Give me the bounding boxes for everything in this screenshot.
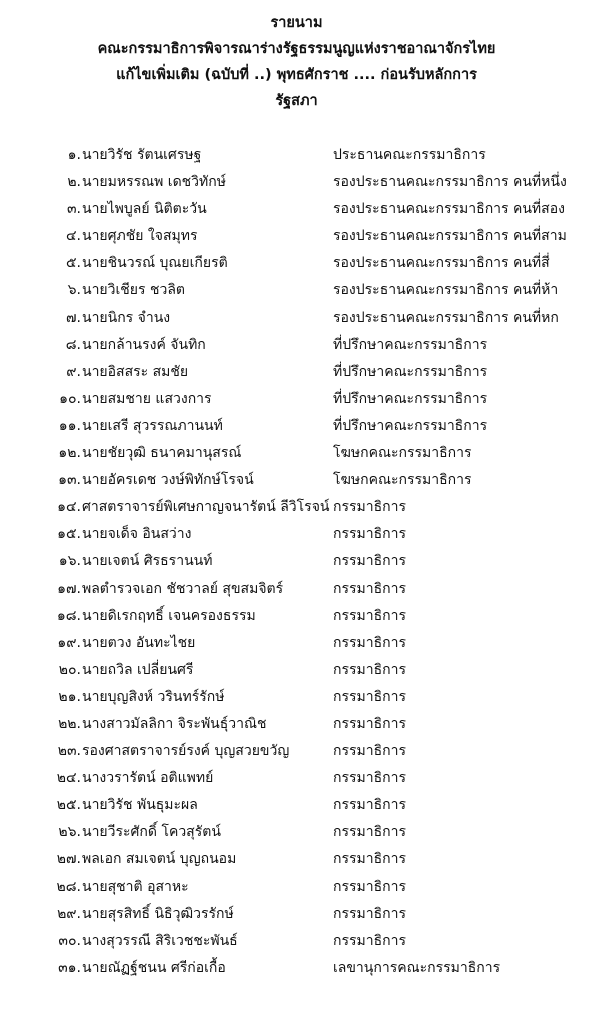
member-name: นายวิรัช พันธุมะผล <box>82 797 198 814</box>
member-number: ๓๑. <box>58 959 81 976</box>
member-name: นายสุรสิทธิ์ นิธิวุฒิวรรักษ์ <box>82 905 234 922</box>
list-item <box>0 792 593 819</box>
member-role: ที่ปรึกษาคณะกรรมาธิการ <box>333 336 488 353</box>
list-item <box>0 711 593 738</box>
list-item <box>0 467 593 494</box>
list-item <box>0 738 593 765</box>
member-number: ๓๐. <box>58 932 81 949</box>
member-number: ๑๖. <box>58 553 81 570</box>
member-number: ๑๙. <box>57 634 81 651</box>
member-name: นายศุภชัย ใจสมุทร <box>82 228 198 245</box>
member-role: กรรมาธิการ <box>333 932 407 949</box>
member-number: ๑๓. <box>58 472 81 489</box>
member-name: นายบุญสิงห์ วรินทร์รักษ์ <box>82 688 225 705</box>
member-number: ๘. <box>65 336 81 353</box>
member-number: ๑๗. <box>57 580 81 597</box>
member-name: นายอิสสระ สมชัย <box>82 363 189 380</box>
member-name: นายวีระศักดิ์ โควสุรัตน์ <box>82 824 221 841</box>
member-role: ที่ปรึกษาคณะกรรมาธิการ <box>333 390 488 407</box>
member-number: ๒๙. <box>57 905 81 922</box>
list-item <box>0 765 593 792</box>
list-item <box>0 332 593 359</box>
list-item <box>0 955 593 982</box>
list-item <box>0 846 593 873</box>
member-name: พลเอก สมเจตน์ บุญถนอม <box>82 851 237 868</box>
list-item <box>0 576 593 603</box>
member-number: ๑๑. <box>58 417 81 434</box>
member-role: รองประธานคณะกรรมาธิการ คนที่สี่ <box>333 255 550 272</box>
member-number: ๒๓. <box>57 743 81 760</box>
member-name: นายวิรัช รัตนเศรษฐ <box>82 147 202 163</box>
list-item <box>0 277 593 304</box>
member-number: ๒๑. <box>58 688 81 705</box>
document-header <box>0 10 593 114</box>
list-item <box>0 630 593 657</box>
member-name: นายไพบูลย์ นิติตะวัน <box>82 201 207 218</box>
list-item <box>0 223 593 250</box>
member-role: กรรมาธิการ <box>333 688 407 705</box>
member-role: กรรมาธิการ <box>333 661 407 678</box>
member-number: ๑. <box>67 147 81 163</box>
member-name: รองศาสตราจารย์รงค์ บุญสวยขวัญ <box>82 743 290 760</box>
member-role: รองประธานคณะกรรมาธิการ คนที่หนึ่ง <box>333 174 567 191</box>
list-item <box>0 250 593 277</box>
member-name: นายสุชาติ อุสาหะ <box>82 878 189 895</box>
member-role: กรรมาธิการ <box>333 878 407 895</box>
member-name: นางวรารัตน์ อติแพทย์ <box>82 770 214 787</box>
member-name: นายมหรรณพ เดชวิทักษ์ <box>82 174 226 191</box>
member-role: กรรมาธิการ <box>333 553 407 570</box>
member-name: พลตำรวจเอก ชัชวาลย์ สุขสมจิตร์ <box>82 580 284 597</box>
member-number: ๑๒. <box>58 445 81 462</box>
member-name: นายวิเชียร ชวลิต <box>82 282 185 299</box>
member-number: ๑๔. <box>57 499 81 516</box>
member-role: กรรมาธิการ <box>333 634 407 651</box>
member-name: นายนิกร จำนง <box>82 309 171 326</box>
list-item <box>0 359 593 386</box>
member-name: นางสาวมัลลิกา จิระพันธุ์วาณิช <box>82 715 267 732</box>
member-role: รองประธานคณะกรรมาธิการ คนที่ห้า <box>333 282 559 299</box>
list-item <box>0 440 593 467</box>
list-item <box>0 603 593 630</box>
member-role: กรรมาธิการ <box>333 851 407 868</box>
member-role: ประธานคณะกรรมาธิการ <box>333 147 486 163</box>
member-number: ๔. <box>65 228 81 245</box>
member-number: ๒. <box>67 174 81 191</box>
list-item <box>0 521 593 548</box>
list-item <box>0 901 593 928</box>
list-item <box>0 196 593 223</box>
member-number: ๗. <box>66 309 81 326</box>
member-role: รองประธานคณะกรรมาธิการ คนที่สาม <box>333 228 567 245</box>
member-name: นายอัครเดช วงษ์พิทักษ์โรจน์ <box>82 472 254 489</box>
member-name: นายดิเรกฤทธิ์ เจนครองธรรม <box>82 607 256 624</box>
member-role: กรรมาธิการ <box>333 797 407 814</box>
member-name: นายเสรี สุวรรณภานนท์ <box>82 417 223 434</box>
member-number: ๒๕. <box>56 797 81 814</box>
list-item <box>0 494 593 521</box>
member-role: ที่ปรึกษาคณะกรรมาธิการ <box>333 417 488 434</box>
amendment-description: แก้ไขเพิ่มเติม (ฉบับที่ ..) พุทธศักราช .... ก่อนรับหลักการ <box>116 67 477 83</box>
member-number: ๓. <box>66 201 81 218</box>
member-number: ๒๖. <box>58 824 81 841</box>
list-item <box>0 874 593 901</box>
member-name: นายตวง อันทะไชย <box>82 634 196 651</box>
member-role: กรรมาธิการ <box>333 715 407 732</box>
member-role: กรรมาธิการ <box>333 824 407 841</box>
committee-name: คณะกรรมาธิการพิจารณาร่างรัฐธรรมนูญแห่งราชอาณาจักรไทย <box>97 41 496 57</box>
member-role: กรรมาธิการ <box>333 607 407 624</box>
member-role: กรรมาธิการ <box>333 580 407 597</box>
list-item <box>0 169 593 196</box>
member-number: ๑๘. <box>56 607 81 624</box>
member-role: รองประธานคณะกรรมาธิการ คนที่สอง <box>333 201 565 218</box>
list-item <box>0 305 593 332</box>
member-role: กรรมาธิการ <box>333 743 407 760</box>
member-role: กรรมาธิการ <box>333 905 407 922</box>
member-name: นายเจตน์ ศิรธรานนท์ <box>82 553 213 570</box>
list-item <box>0 386 593 413</box>
member-name: นายณัฏฐ์ชนน ศรีก่อเกื้อ <box>82 959 226 976</box>
list-item <box>0 142 593 169</box>
member-role: กรรมาธิการ <box>333 526 407 543</box>
member-number: ๕. <box>65 255 81 272</box>
member-role: รองประธานคณะกรรมาธิการ คนที่หก <box>333 309 559 326</box>
member-number: ๒๒. <box>58 715 81 732</box>
document-title: รายนาม <box>270 15 323 31</box>
list-item <box>0 413 593 440</box>
list-item <box>0 657 593 684</box>
member-name: นายชินวรณ์ บุณยเกียรติ <box>82 255 228 272</box>
member-name: นายจเด็จ อินสว่าง <box>82 526 192 543</box>
list-item <box>0 819 593 846</box>
member-number: ๒๔. <box>56 770 81 787</box>
member-name: นางสุวรรณี สิริเวชชะพันธ์ <box>82 932 238 949</box>
member-role: โฆษกคณะกรรมาธิการ <box>333 445 472 462</box>
parliament-name: รัฐสภา <box>275 93 318 109</box>
list-item <box>0 928 593 955</box>
member-role: ที่ปรึกษาคณะกรรมาธิการ <box>333 363 488 380</box>
member-name: นายกล้านรงค์ จันทิก <box>82 336 206 353</box>
member-number: ๖. <box>67 282 81 299</box>
member-role: เลขานุการคณะกรรมาธิการ <box>333 959 501 976</box>
member-role: กรรมาธิการ <box>333 770 407 787</box>
member-number: ๒๘. <box>56 878 81 895</box>
member-number: ๒๐. <box>58 661 81 678</box>
member-number: ๑๕. <box>57 526 81 543</box>
member-number: ๙. <box>66 363 81 380</box>
member-name: นายถวิล เปลี่ยนศรี <box>82 661 194 678</box>
member-role: โฆษกคณะกรรมาธิการ <box>333 472 472 489</box>
list-item <box>0 684 593 711</box>
member-name: ศาสตราจารย์พิเศษกาญจนารัตน์ ลีวิโรจน์ <box>82 499 330 516</box>
member-name: นายชัยวุฒิ ธนาคมานุสรณ์ <box>82 445 242 462</box>
member-number: ๒๗. <box>56 851 81 868</box>
member-number: ๑๐. <box>59 390 81 407</box>
member-list <box>0 142 593 982</box>
member-role: กรรมาธิการ <box>333 499 407 516</box>
member-name: นายสมชาย แสวงการ <box>82 390 212 407</box>
list-item <box>0 548 593 575</box>
